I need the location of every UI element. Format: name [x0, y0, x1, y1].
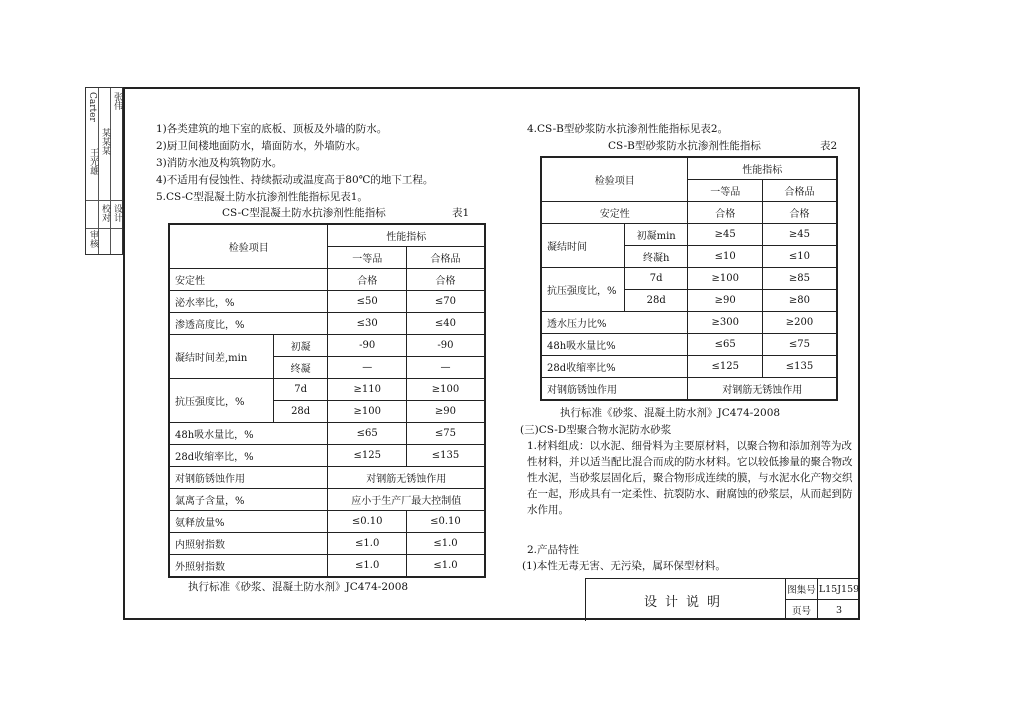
table-row: [169, 467, 485, 489]
cell: ≥80: [762, 290, 837, 312]
cell: ≤135: [762, 356, 837, 378]
cell: ≥45: [688, 224, 763, 246]
cell: ≥100: [406, 379, 485, 401]
intro-line-4: 4)不适用有侵蚀性、持续振动或温度高于80℃的地下工程。: [156, 174, 434, 186]
table-row: [541, 334, 837, 356]
cell: 终凝: [273, 357, 328, 379]
cell: 终凝h: [624, 246, 688, 268]
cell: ≤1.0: [328, 555, 407, 578]
section3-paragraph-1: 1.材料组成：以水泥、细骨料为主要原材料，以聚合物和添加剂等为改性材料，并以适当配比混合而成的防水材料。它以较低掺量的聚合物改性水泥，当砂浆层固化后，聚合物形成连续的膜，与水泥水化产物交织在一起，形成具有一定柔性、抗裂防水、耐腐蚀的砂浆层，从而起到防水作用。: [527, 440, 853, 516]
table-row: [541, 356, 837, 378]
cell: ≥85: [762, 268, 837, 290]
cell: 对钢筋无锈蚀作用: [688, 378, 837, 401]
right-intro: 4.CS-B型砂浆防水抗渗剂性能指标见表2。: [527, 123, 729, 135]
cell: ≤75: [762, 334, 837, 356]
cell: 28d收缩率比%: [541, 356, 688, 378]
intro-line-1: 1)各类建筑的地下室的底板、顶板及外墙的防水。: [156, 123, 388, 135]
table-row: [169, 423, 485, 445]
table-row: [169, 313, 485, 335]
table1-caption: CS-C型混凝土防水抗渗剂性能指标: [222, 207, 386, 219]
section3-paragraph-2: 2.产品特性: [527, 544, 580, 556]
table2-standard: 执行标准《砂浆、混凝土防水剂》JC474-2008: [560, 407, 781, 419]
cell: 合格: [762, 202, 837, 224]
cell: ≤65: [328, 423, 407, 445]
cell: 对钢筋锈蚀作用: [541, 378, 688, 401]
section3-paragraph-3: (1)本性无毒无害、无污染，属环保型材料。: [522, 560, 726, 572]
cell: ≤65: [688, 334, 763, 356]
cell: ≥100: [328, 401, 407, 423]
cell: 合格: [688, 202, 763, 224]
atlas-label: 图集号: [785, 578, 817, 599]
page-label: 页号: [785, 599, 817, 620]
table-row: [169, 269, 485, 291]
cell: ≤10: [688, 246, 763, 268]
intro-line-2: 2)厨卫间楼地面防水，墙面防水，外墙防水。: [156, 140, 367, 152]
cell: 外照射指数: [169, 555, 328, 578]
cell: 渗透高度比，%: [169, 313, 328, 335]
table-row: [541, 268, 837, 290]
cell: 7d: [273, 379, 328, 401]
table-row: [169, 533, 485, 555]
drawing-title: 设计说明: [585, 578, 786, 621]
cell: ≤0.10: [406, 511, 485, 533]
intro-line-5: 5.CS-C型混凝土防水抗渗剂性能指标见表1。: [156, 191, 368, 203]
table-row: [169, 379, 485, 401]
cell: 安定性: [541, 202, 688, 224]
page-value: 3: [817, 599, 860, 620]
cell: ≤40: [406, 313, 485, 335]
section3-title: (三)CS-D型聚合物水泥防水砂浆: [520, 424, 672, 436]
cell: ≥110: [328, 379, 407, 401]
cell: 28d: [273, 401, 328, 423]
cell: -90: [328, 335, 407, 357]
label-design: 设计: [112, 204, 122, 222]
cell: 28d: [624, 290, 688, 312]
cell: 安定性: [169, 269, 328, 291]
table1-header-perf: 性能指标: [328, 224, 485, 247]
cell: 对钢筋锈蚀作用: [169, 467, 328, 489]
table-row: [169, 291, 485, 313]
cell: 初凝min: [624, 224, 688, 246]
table1-label: 表1: [452, 207, 470, 219]
table2-header-item: 检验项目: [541, 157, 688, 202]
signature-2: 某某某: [100, 128, 110, 155]
cell: ≥300: [688, 312, 763, 334]
table1: [168, 223, 486, 578]
table1-standard: 执行标准《砂浆、混凝土防水剂》JC474-2008: [188, 581, 409, 593]
table-row: [541, 224, 837, 246]
cell: 28d收缩率比，%: [169, 445, 328, 467]
table-row: [541, 312, 837, 334]
cell: ≤75: [406, 423, 485, 445]
table1-header-grade1: 一等品: [328, 247, 407, 269]
cell: ≥100: [688, 268, 763, 290]
table2: [540, 156, 838, 401]
cell: 48h吸水量比，%: [169, 423, 328, 445]
table-row: [541, 202, 837, 224]
cell: ≤10: [762, 246, 837, 268]
table1-header-grade2: 合格品: [406, 247, 485, 269]
cell: ≤125: [328, 445, 407, 467]
table-row: [169, 489, 485, 511]
cell: -90: [406, 335, 485, 357]
cell: 抗压强度比，%: [541, 268, 624, 312]
signature-strip: [85, 87, 123, 255]
intro-line-3: 3)消防水池及构筑物防水。: [156, 157, 283, 169]
cell: 抗压强度比，%: [169, 379, 273, 423]
cell: ≥90: [688, 290, 763, 312]
cell: 凝结时间差,min: [169, 335, 273, 379]
cell: 48h吸水量比%: [541, 334, 688, 356]
table-row: [169, 555, 485, 578]
table2-caption: CS-B型砂浆防水抗渗剂性能指标: [608, 140, 761, 152]
cell: ≤50: [328, 291, 407, 313]
title-block: [585, 578, 860, 620]
cell: —: [406, 357, 485, 379]
cell: ≥200: [762, 312, 837, 334]
cell: ≤125: [688, 356, 763, 378]
table2-label: 表2: [820, 140, 838, 152]
cell: ≤1.0: [406, 533, 485, 555]
label-review: 审核: [88, 230, 98, 248]
cell: 合格: [328, 269, 407, 291]
table-row: [541, 378, 837, 401]
table-row: [169, 445, 485, 467]
table-row: [169, 335, 485, 357]
cell: ≥45: [762, 224, 837, 246]
table-row: [169, 511, 485, 533]
cell: 内照射指数: [169, 533, 328, 555]
cell: ≤0.10: [328, 511, 407, 533]
cell: 氯离子含量，%: [169, 489, 328, 511]
cell: ≥90: [406, 401, 485, 423]
cell: 初凝: [273, 335, 328, 357]
atlas-value: L15J159: [817, 578, 860, 599]
cell: ≤135: [406, 445, 485, 467]
cell: 透水压力比%: [541, 312, 688, 334]
label-check: 校对: [100, 204, 110, 222]
cell: —: [328, 357, 407, 379]
table2-header-grade1: 一等品: [688, 180, 763, 202]
cell: 泌水率比，%: [169, 291, 328, 313]
cell: ≤30: [328, 313, 407, 335]
cell: 应小于生产厂最大控制值: [328, 489, 485, 511]
table2-header-perf: 性能指标: [688, 157, 837, 180]
cell: 对钢筋无锈蚀作用: [328, 467, 485, 489]
signature-3: 张伟: [112, 92, 122, 110]
signature-1: Carter: [87, 92, 97, 122]
cell: ≤1.0: [328, 533, 407, 555]
cell: ≤70: [406, 291, 485, 313]
table1-header-item: 检验项目: [169, 224, 328, 269]
signature-4: 王光雄: [88, 148, 98, 175]
cell: 合格: [406, 269, 485, 291]
cell: ≤1.0: [406, 555, 485, 578]
cell: 7d: [624, 268, 688, 290]
table2-header-grade2: 合格品: [762, 180, 837, 202]
cell: 氨释放量%: [169, 511, 328, 533]
cell: 凝结时间: [541, 224, 624, 268]
